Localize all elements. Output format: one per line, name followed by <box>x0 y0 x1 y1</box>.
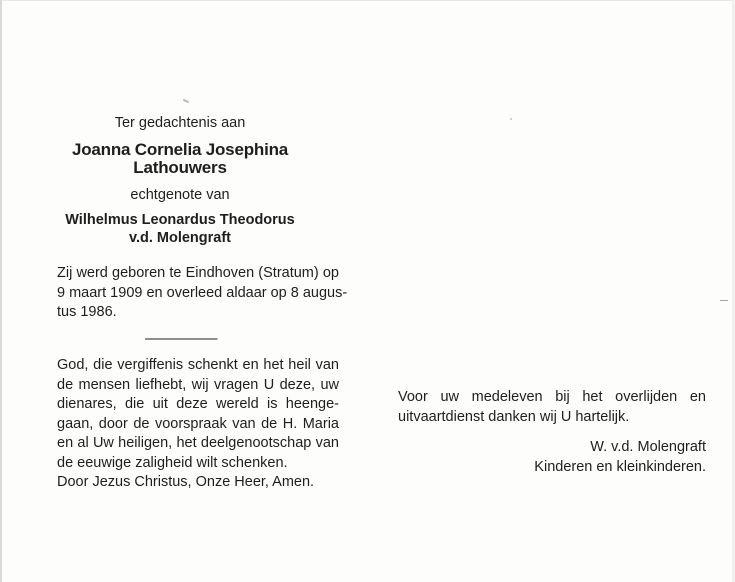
prayer-line: de mensen liefhebt, wij vragen U deze, uw <box>57 376 339 393</box>
section-divider: ————— <box>145 331 218 347</box>
thanks-line: Voor uw medeleven bij het overlijden en <box>398 389 706 405</box>
card-left-edge <box>0 0 2 582</box>
deceased-name-line: Lathouwers <box>133 158 227 177</box>
signoff-name: W. v.d. Molengraft <box>590 439 706 455</box>
thanks-line: uitvaartdienst danken wij U hartelijk. <box>398 408 630 425</box>
thanks-paragraph <box>398 388 706 427</box>
paper-speck <box>720 300 728 301</box>
spouse-name <box>55 211 305 247</box>
paper-speck <box>183 99 189 103</box>
spouse-name-line: v.d. Molengraft <box>128 230 232 246</box>
spouse-name-line: Wilhelmus Leonardus Theodorus <box>65 212 295 228</box>
prayer-paragraph <box>57 356 339 493</box>
memorial-heading: Ter gedachtenis aan <box>114 115 246 131</box>
prayer-line: God, die vergiffenis schenkt en het heil van <box>57 357 339 373</box>
prayer-line: Door Jezus Christus, Onze Heer, Amen. <box>57 474 315 490</box>
birth-death-line: 9 maart 1909 en overleed aldaar op 8 augus- <box>57 284 348 301</box>
prayer-line: dienares, die uit deze wereld is heenge- <box>57 396 339 412</box>
signoff <box>398 438 706 477</box>
card-top-edge <box>0 0 735 1</box>
birth-death-line: Zij werd geboren te Eindhoven (Stratum) op <box>57 265 339 281</box>
prayer-line: gaan, door de voorspraak van de H. Maria <box>57 415 339 432</box>
birth-death-paragraph <box>57 264 348 323</box>
spouse-intro: echtgenote van <box>130 187 230 203</box>
deceased-name <box>55 141 305 177</box>
prayer-line: de eeuwige zaligheid wilt schenken. <box>57 454 288 471</box>
prayer-line: en al Uw heiligen, het deelgenootschap van <box>57 435 339 451</box>
paper-speck <box>510 118 512 120</box>
deceased-name-line: Joanna Cornelia Josephina <box>71 140 289 159</box>
birth-death-line: tus 1986. <box>57 304 117 320</box>
signoff-family: Kinderen en kleinkinderen. <box>534 458 706 475</box>
